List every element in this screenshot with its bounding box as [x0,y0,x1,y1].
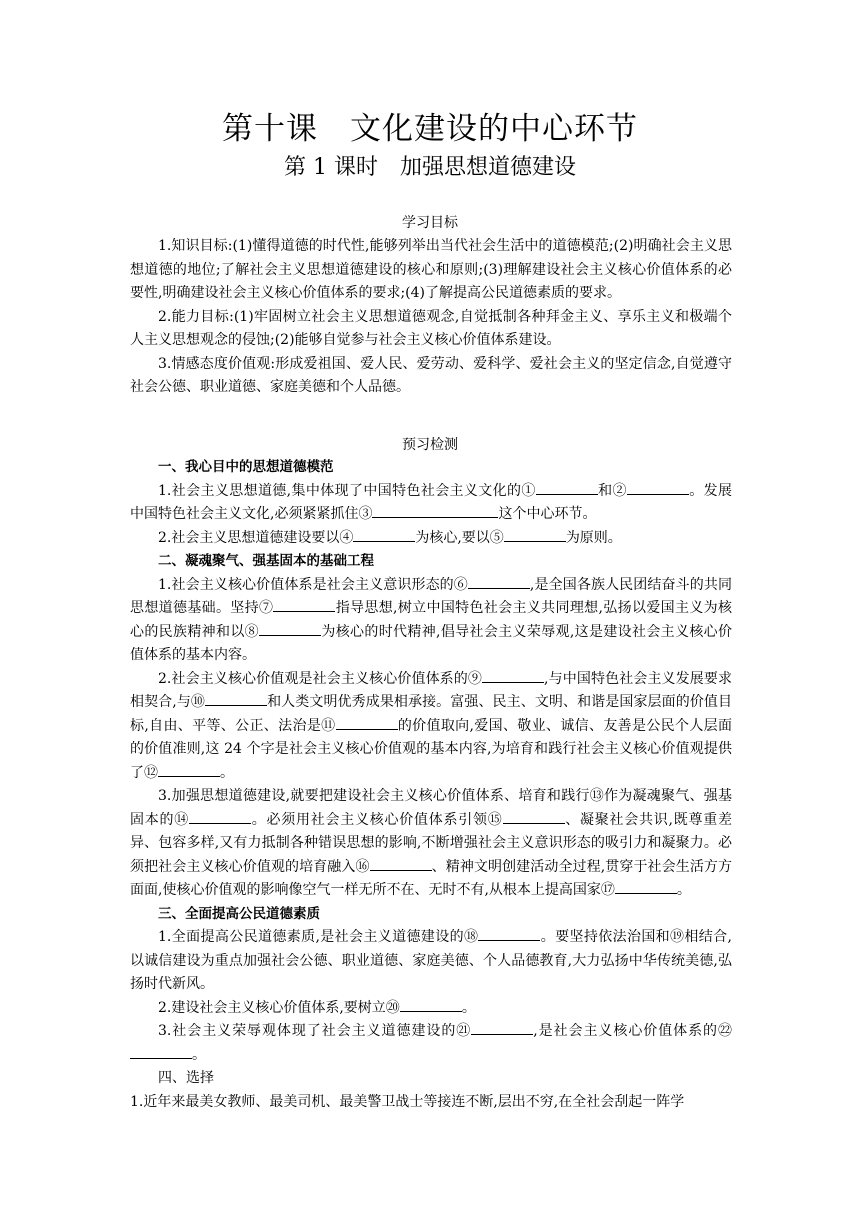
fill-blank-10[interactable] [205,691,267,706]
fill-blank-2[interactable] [627,480,689,495]
text: ,是全国各族人民团结奋斗的共同思想道德基础。坚持⑦ [130,576,732,616]
text: 。要坚持依法治国和⑲相结合,以诚信建设为重点加强社会公德、职业道德、家庭美德、个人品德教育,大力弘扬中华传统美德,弘扬时代新风。 [130,929,732,992]
text: 1.全面提高公民道德素质,是社会主义道德建设的⑱ [158,929,479,945]
preview-heading: 预习检测 [402,437,458,453]
fill-blank-1[interactable] [536,480,598,495]
text: 的价值取向,爱国、敬业、诚信、友善是公民个人层面的价值准则,这 24 个字是社会主义核心价值观的基本内容,为培育和践行社会主义核心价值观提供了⑫ [130,717,733,781]
fill-blank-18[interactable] [478,926,540,941]
section-1-title: 一、我心目中的思想道德模范 [158,459,334,475]
s3-paragraph-2 [130,997,732,1021]
objectives-heading: 学习目标 [402,215,458,231]
text: 为原则。 [565,529,622,546]
fill-blank-3[interactable] [372,503,498,518]
text: 。 [676,882,691,898]
fill-blank-14[interactable] [189,809,251,824]
text: 。 [192,1046,206,1063]
text: 。 [220,764,234,781]
s2-paragraph-3 [130,785,732,903]
s1-paragraph-2 [130,527,732,551]
fill-blank-22[interactable] [130,1044,192,1059]
text: 为核心,要以⑤ [415,529,504,546]
fill-blank-11[interactable] [336,715,398,730]
text: 和② [597,482,627,499]
fill-blank-5[interactable] [504,527,566,542]
question-1: 1.近年来最美女教师、最美司机、最美警卫战士等接连不断,层出不穷,在全社会刮起一阵学 [130,1093,685,1110]
fill-blank-16[interactable] [370,856,432,871]
text: 和人类文明优秀成果相承接。富强、民主、文明、和谐是国家层面的价值目标,自由、平等、公正、法治是⑪ [130,694,732,734]
text: ,是社会主义核心价值体系的㉒ [533,1023,733,1039]
section-2-title: 二、凝魂聚气、强基固本的基础工程 [158,553,374,569]
s2-paragraph-1 [130,574,732,668]
s3-paragraph-1 [130,926,732,997]
s2-paragraph-2 [130,668,732,786]
fill-blank-17[interactable] [615,879,677,894]
objective-ability: 2.能力目标:(1)牢固树立社会主义思想道德观念,自觉抵制各种拜金主义、享乐主义和极端个人主义思想观念的侵蚀;(2)能够自觉参与社会主义核心价值体系建设。 [130,308,732,348]
section-4-title: 四、选择 [158,1070,214,1086]
section-3-title: 三、全面提高公民道德素质 [158,905,320,922]
fill-blank-8[interactable] [259,621,321,636]
text: 、精神文明创建活动全过程,贯穿于社会生活方方面面,使核心价值观的影响像空气一样无所不在、无时不有,从根本上提高国家⑰ [130,858,732,898]
text: 。必须用社会主义核心价值体系引领⑮ [251,811,503,828]
fill-blank-15[interactable] [503,809,565,824]
s1-paragraph-1 [130,480,732,527]
lesson-subtitle: 第 1 课时 加强思想道德建设 [284,155,576,180]
text: 。发展中国特色社会主义文化,必须紧紧抓住③ [130,482,732,522]
fill-blank-20[interactable] [400,997,462,1012]
text: 3.社会主义荣辱观体现了社会主义道德建设的㉑ [158,1023,472,1039]
fill-blank-9[interactable] [482,668,544,683]
text: ,与中国特色社会主义发展要求相契合,与⑩ [130,670,733,710]
text: 2.建设社会主义核心价值体系,要树立⑳ [158,999,400,1016]
fill-blank-21[interactable] [471,1020,533,1035]
fill-blank-6[interactable] [468,574,530,589]
lesson-title: 第十课 文化建设的中心环节 [222,111,638,147]
fill-blank-4[interactable] [353,527,415,542]
text: 1.社会主义核心价值体系是社会主义意识形态的⑥ [158,576,468,593]
preview-section [130,456,732,1114]
fill-blank-7[interactable] [273,597,335,612]
s3-paragraph-3 [130,1020,732,1067]
text: 3.加强思想道德建设,就要把建设社会主义核心价值体系、培育和践行⑬作为凝魂聚气、强基固本的⑭ [130,788,732,828]
objective-attitude: 3.情感态度价值观:形成爱祖国、爱人民、爱劳动、爱科学、爱社会主义的坚定信念,自觉遵守社会公德、职业道德、家庭美德和个人品德。 [130,355,732,395]
text: 指导思想,树立中国特色社会主义共同理想,弘扬以爱国主义为核心的民族精神和以⑧ [130,600,732,640]
fill-blank-12[interactable] [158,762,220,777]
text: 1.社会主义思想道德,集中体现了中国特色社会主义文化的① [158,482,536,499]
text: 。 [461,999,476,1016]
text: 这个中心环节。 [498,506,597,522]
text: 、凝聚社会共识,既尊重差异、包容多样,又有力抵制各种错误思想的影响,不断增强社会主义意识形态的吸引力和凝聚力。必须把社会主义核心价值观的培育融入⑯ [130,811,733,875]
objective-knowledge: 1.知识目标:(1)懂得道德的时代性,能够列举出当代社会生活中的道德模范;(2)明确社会主义思想道德的地位;了解社会主义思想道德建设的核心和原则;(3)理解建设社会主义核心价值体系的必要性,明确建设社会主义核心价值体系的要求;(4)了解提高公民道德素质的要求。 [130,238,732,301]
objectives-section [130,235,732,400]
text: 为核心的时代精神,倡导社会主义荣辱观,这是建设社会主义核心价值体系的基本内容。 [130,623,733,663]
text: 2.社会主义思想道德建设要以④ [158,529,354,546]
text: 2.社会主义核心价值观是社会主义核心价值体系的⑨ [158,670,483,687]
